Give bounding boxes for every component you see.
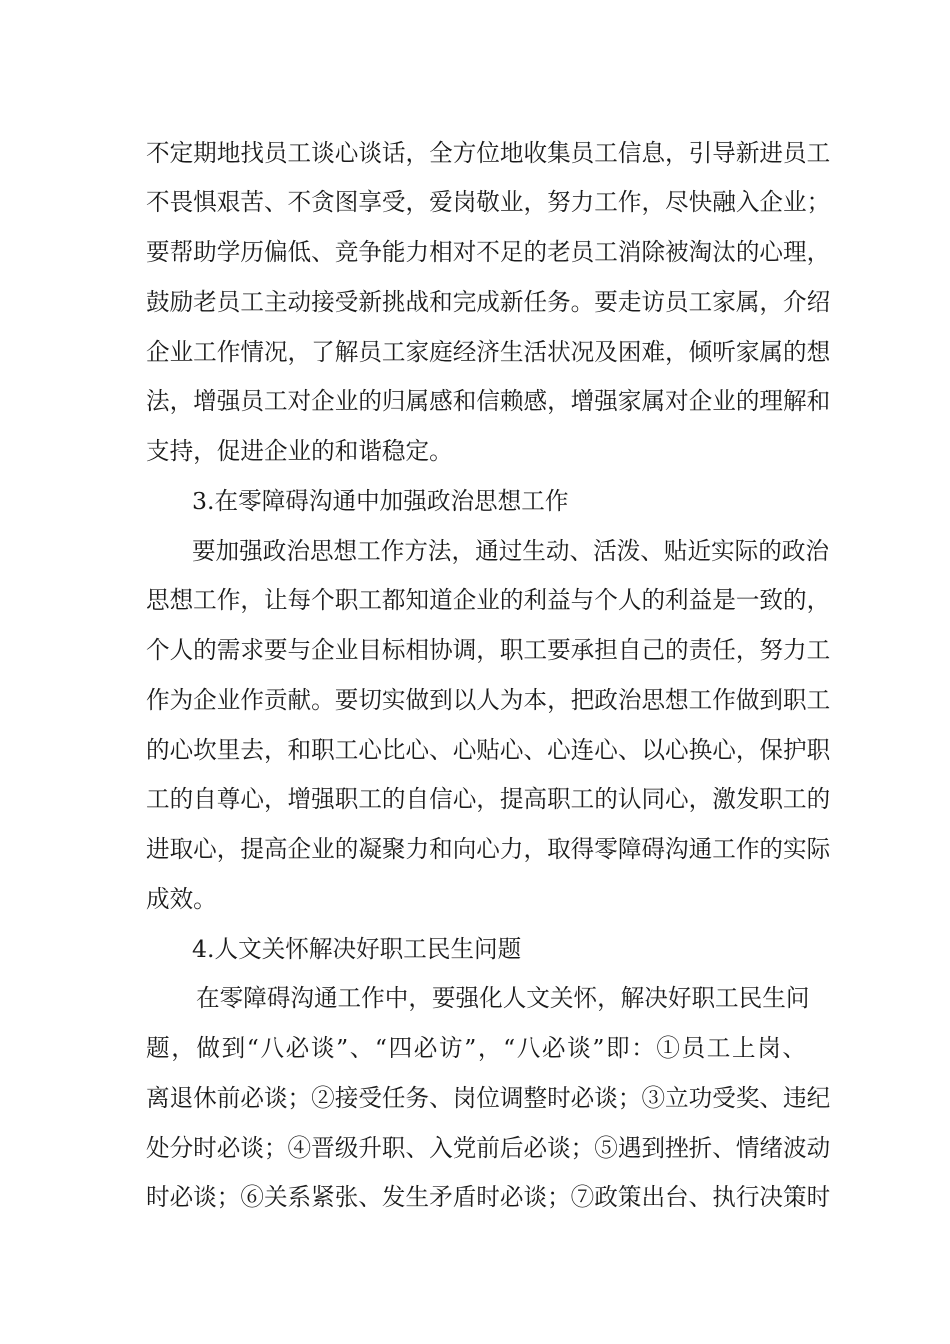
text-line: 题，做到“八必谈”、“四必访”，“八必谈”即：①员工上岗、: [146, 1034, 806, 1062]
text-line: 企业工作情况，了解员工家庭经济生活状况及困难，倾听家属的想: [146, 338, 831, 366]
text-line: 要帮助学历偏低、竞争能力相对不足的老员工消除被淘汰的心理，: [146, 238, 831, 266]
text-line: 思想工作，让每个职工都知道企业的利益与个人的利益是一致的，: [146, 586, 831, 614]
text-line: 工的自尊心，增强职工的自信心，提高职工的认同心，激发职工的: [146, 785, 831, 813]
text-line: 法，增强员工对企业的归属感和信赖感，增强家属对企业的理解和: [146, 387, 831, 415]
text-line: 支持，促进企业的和谐稳定。: [146, 437, 453, 465]
section-heading: 4.人文关怀解决好职工民生问题: [192, 935, 522, 963]
text-line: 的心坎里去，和职工心比心、心贴心、心连心、以心换心，保护职: [146, 736, 831, 764]
text-line: 成效。: [146, 885, 217, 913]
text-line: 作为企业作贡献。要切实做到以人为本，把政治思想工作做到职工: [146, 686, 831, 714]
text-line: 处分时必谈；④晋级升职、入党前后必谈；⑤遇到挫折、情绪波动: [146, 1134, 831, 1162]
text-line: 在零障碍沟通工作中，要强化人文关怀，解决好职工民生问: [196, 984, 810, 1012]
text-line: 时必谈；⑥关系紧张、发生矛盾时必谈；⑦政策出台、执行决策时: [146, 1183, 831, 1211]
text-line: 鼓励老员工主动接受新挑战和完成新任务。要走访员工家属，介绍: [146, 288, 831, 316]
text-line: 要加强政治思想工作方法，通过生动、活泼、贴近实际的政治: [192, 537, 830, 565]
text-line: 不定期地找员工谈心谈话，全方位地收集员工信息，引导新进员工: [146, 139, 831, 167]
text-line: 个人的需求要与企业目标相协调，职工要承担自己的责任，努力工: [146, 636, 831, 664]
section-heading: 3.在零障碍沟通中加强政治思想工作: [192, 487, 569, 515]
text-line: 离退休前必谈；②接受任务、岗位调整时必谈；③立功受奖、违纪: [146, 1084, 831, 1112]
text-line: 进取心，提高企业的凝聚力和向心力，取得零障碍沟通工作的实际: [146, 835, 831, 863]
text-line: 不畏惧艰苦、不贪图享受，爱岗敬业，努力工作，尽快融入企业；: [146, 188, 831, 216]
